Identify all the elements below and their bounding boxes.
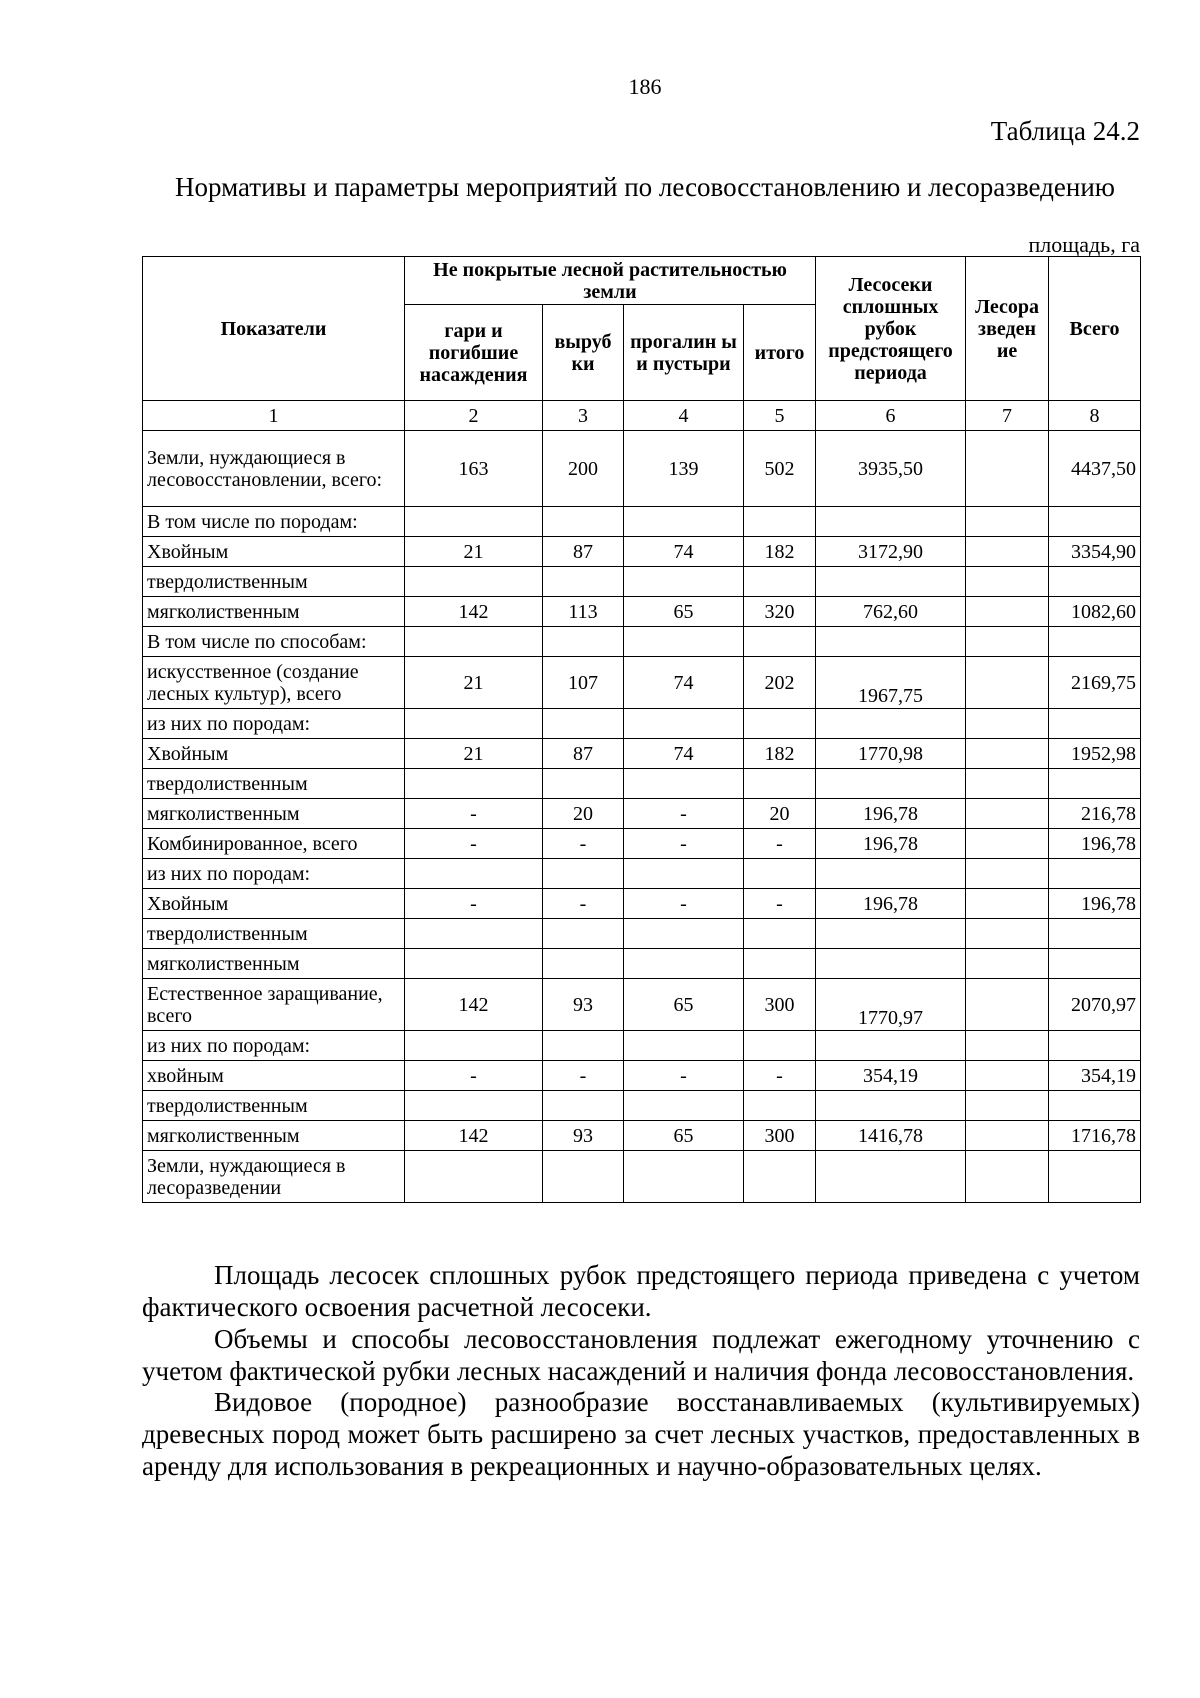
paragraph: Площадь лесосек сплошных рубок предстоящего периода приведена с учетом фактического освоения расчетной лесосеки. <box>142 1260 1140 1322</box>
cell-col-5: - <box>744 889 816 919</box>
cell-col-5: 182 <box>744 537 816 567</box>
cell-col-5 <box>744 949 816 979</box>
cell-col-4 <box>624 1091 744 1121</box>
cell-col-3 <box>543 709 624 739</box>
col-number: 2 <box>405 401 543 431</box>
row-label: Хвойным <box>143 537 405 567</box>
cell-col-3 <box>543 859 624 889</box>
header-glades: прогалин ы и пустыри <box>624 305 744 401</box>
cell-col-8 <box>1049 709 1141 739</box>
paragraph: Видовое (породное) разнообразие восстанавливаемых (культивируемых) древесных пород может быть расширено за счет лесных участков, предоставленных в аренду для использования в рекреационных и научно-образовательных целях. <box>142 1387 1140 1482</box>
cell-col-5 <box>744 859 816 889</box>
header-uncovered-lands: Не покрытые лесной растительностью земли <box>405 257 816 305</box>
cell-col-5 <box>744 709 816 739</box>
cell-col-4 <box>624 919 744 949</box>
cell-col-5 <box>744 919 816 949</box>
cell-col-2 <box>405 859 543 889</box>
row-label: мягколиственным <box>143 597 405 627</box>
cell-col-2 <box>405 709 543 739</box>
cell-col-8: 354,19 <box>1049 1061 1141 1091</box>
cell-col-3: 200 <box>543 431 624 507</box>
cell-col-5 <box>744 507 816 537</box>
cell-col-7 <box>966 829 1049 859</box>
row-label: мягколиственным <box>143 1121 405 1151</box>
cell-col-6: 3172,90 <box>816 537 966 567</box>
cell-col-7 <box>966 1031 1049 1061</box>
cell-col-5: 502 <box>744 431 816 507</box>
cell-col-6: 196,78 <box>816 799 966 829</box>
col-number: 6 <box>816 401 966 431</box>
header-indicators: Показатели <box>143 257 405 401</box>
cell-col-4 <box>624 769 744 799</box>
cell-col-6 <box>816 507 966 537</box>
header-subtotal: итого <box>744 305 816 401</box>
cell-col-2: 21 <box>405 657 543 709</box>
cell-col-7 <box>966 979 1049 1031</box>
cell-col-3: - <box>543 889 624 919</box>
cell-col-3 <box>543 769 624 799</box>
cell-col-5: 320 <box>744 597 816 627</box>
cell-col-8 <box>1049 567 1141 597</box>
cell-col-6: 3935,50 <box>816 431 966 507</box>
row-label: искусственное (создание лесных культур), всего <box>143 657 405 709</box>
cell-col-2: 142 <box>405 597 543 627</box>
cell-col-4 <box>624 1031 744 1061</box>
cell-col-8: 3354,90 <box>1049 537 1141 567</box>
row-label: твердолиственным <box>143 769 405 799</box>
cell-col-3: 20 <box>543 799 624 829</box>
cell-col-7 <box>966 597 1049 627</box>
cell-col-5: - <box>744 829 816 859</box>
cell-col-4: - <box>624 1061 744 1091</box>
table-row <box>143 1151 1141 1203</box>
cell-col-2: 21 <box>405 537 543 567</box>
table-row <box>143 949 1141 979</box>
cell-col-3: 93 <box>543 979 624 1031</box>
table-row <box>143 431 1141 507</box>
cell-col-2: - <box>405 829 543 859</box>
cell-col-7 <box>966 507 1049 537</box>
cell-col-7 <box>966 769 1049 799</box>
cell-col-3: 87 <box>543 537 624 567</box>
cell-col-7 <box>966 1151 1049 1203</box>
cell-col-8 <box>1049 1151 1141 1203</box>
row-label: из них по породам: <box>143 1031 405 1061</box>
col-number: 5 <box>744 401 816 431</box>
table-row <box>143 829 1141 859</box>
cell-col-8 <box>1049 1091 1141 1121</box>
table-row <box>143 739 1141 769</box>
cell-col-2 <box>405 949 543 979</box>
table-row <box>143 889 1141 919</box>
row-label: Земли, нуждающиеся в лесовосстановлении, всего: <box>143 431 405 507</box>
cell-col-7 <box>966 739 1049 769</box>
table-row <box>143 709 1141 739</box>
cell-col-2: 142 <box>405 979 543 1031</box>
cell-col-8 <box>1049 919 1141 949</box>
standards-table <box>142 256 1141 1203</box>
cell-col-5 <box>744 1091 816 1121</box>
table-row <box>143 627 1141 657</box>
paragraph: Объемы и способы лесовосстановления подлежат ежегодному уточнению с учетом фактической рубки лесных насаждений и наличия фонда лесовосстановления. <box>142 1323 1140 1386</box>
cell-col-4 <box>624 949 744 979</box>
body-text <box>142 1260 1140 1483</box>
cell-col-2: - <box>405 1061 543 1091</box>
table-body <box>143 431 1141 1203</box>
cell-col-2: 163 <box>405 431 543 507</box>
table-row <box>143 567 1141 597</box>
table-row <box>143 597 1141 627</box>
cell-col-7 <box>966 709 1049 739</box>
cell-col-2 <box>405 769 543 799</box>
table-row <box>143 1031 1141 1061</box>
cell-col-7 <box>966 537 1049 567</box>
cell-col-7 <box>966 1091 1049 1121</box>
row-label: Хвойным <box>143 889 405 919</box>
header-total: Всего <box>1049 257 1141 401</box>
col-number: 8 <box>1049 401 1141 431</box>
cell-col-2: 142 <box>405 1121 543 1151</box>
cell-col-3 <box>543 949 624 979</box>
cell-col-8: 216,78 <box>1049 799 1141 829</box>
document-title: Нормативы и параметры мероприятий по лесовосстановлению и лесоразведению <box>175 172 1115 202</box>
header-cuts: выруб ки <box>543 305 624 401</box>
cell-col-6: 196,78 <box>816 889 966 919</box>
page-number: 186 <box>628 74 662 99</box>
table-row <box>143 507 1141 537</box>
cell-col-4: - <box>624 799 744 829</box>
cell-col-4: - <box>624 889 744 919</box>
cell-col-7 <box>966 627 1049 657</box>
cell-col-8 <box>1049 859 1141 889</box>
cell-col-7 <box>966 889 1049 919</box>
cell-col-7 <box>966 919 1049 949</box>
cell-col-6: 1416,78 <box>816 1121 966 1151</box>
cell-col-5 <box>744 1151 816 1203</box>
cell-col-8 <box>1049 507 1141 537</box>
cell-col-6 <box>816 567 966 597</box>
row-label: мягколиственным <box>143 949 405 979</box>
table-row <box>143 859 1141 889</box>
cell-col-7 <box>966 567 1049 597</box>
cell-col-5: - <box>744 1061 816 1091</box>
cell-col-6 <box>816 919 966 949</box>
cell-col-3 <box>543 627 624 657</box>
cell-col-4: 65 <box>624 1121 744 1151</box>
row-label: хвойным <box>143 1061 405 1091</box>
row-label: мягколиственным <box>143 799 405 829</box>
cell-col-8 <box>1049 769 1141 799</box>
cell-col-2: - <box>405 889 543 919</box>
cell-col-8 <box>1049 949 1141 979</box>
cell-col-4 <box>624 1151 744 1203</box>
cell-col-6: 196,78 <box>816 829 966 859</box>
table-row <box>143 919 1141 949</box>
cell-col-7 <box>966 799 1049 829</box>
cell-col-5: 300 <box>744 1121 816 1151</box>
cell-col-4 <box>624 627 744 657</box>
cell-col-4: 65 <box>624 597 744 627</box>
cell-col-3 <box>543 919 624 949</box>
col-number: 4 <box>624 401 744 431</box>
cell-col-7 <box>966 1121 1049 1151</box>
cell-col-3 <box>543 1151 624 1203</box>
cell-col-7 <box>966 1061 1049 1091</box>
cell-col-4: 74 <box>624 657 744 709</box>
cell-col-3 <box>543 507 624 537</box>
cell-col-2 <box>405 507 543 537</box>
table-row <box>143 979 1141 1031</box>
cell-col-4: - <box>624 829 744 859</box>
cell-col-5: 300 <box>744 979 816 1031</box>
cell-col-8: 4437,50 <box>1049 431 1141 507</box>
table-row <box>143 657 1141 709</box>
cell-col-2 <box>405 567 543 597</box>
cell-col-5 <box>744 769 816 799</box>
cell-col-4 <box>624 567 744 597</box>
row-label: твердолиственным <box>143 567 405 597</box>
cell-col-6: 762,60 <box>816 597 966 627</box>
cell-col-4 <box>624 859 744 889</box>
cell-col-3: 93 <box>543 1121 624 1151</box>
row-label: В том числе по способам: <box>143 627 405 657</box>
cell-col-4: 74 <box>624 537 744 567</box>
table-row <box>143 799 1141 829</box>
row-label: твердолиственным <box>143 919 405 949</box>
table-row <box>143 769 1141 799</box>
cell-col-8: 2169,75 <box>1049 657 1141 709</box>
cell-col-8: 1716,78 <box>1049 1121 1141 1151</box>
cell-col-3: 113 <box>543 597 624 627</box>
cell-col-3 <box>543 1031 624 1061</box>
col-number: 1 <box>143 401 405 431</box>
col-number: 7 <box>966 401 1049 431</box>
cell-col-3 <box>543 1091 624 1121</box>
cell-col-6 <box>816 769 966 799</box>
cell-col-3: - <box>543 829 624 859</box>
table-row <box>143 1121 1141 1151</box>
table-row <box>143 1091 1141 1121</box>
cell-col-2: - <box>405 799 543 829</box>
cell-col-6: 1770,98 <box>816 739 966 769</box>
cell-col-8 <box>1049 1031 1141 1061</box>
cell-col-2 <box>405 627 543 657</box>
cell-col-4: 139 <box>624 431 744 507</box>
row-label: Комбинированное, всего <box>143 829 405 859</box>
cell-col-8 <box>1049 627 1141 657</box>
cell-col-6: 1967,75 <box>816 657 966 709</box>
cell-col-8: 1952,98 <box>1049 739 1141 769</box>
cell-col-5: 20 <box>744 799 816 829</box>
cell-col-6 <box>816 709 966 739</box>
header-clearcuts: Лесосеки сплошных рубок предстоящего периода <box>816 257 966 401</box>
row-label: из них по породам: <box>143 709 405 739</box>
cell-col-6 <box>816 1151 966 1203</box>
cell-col-8: 1082,60 <box>1049 597 1141 627</box>
row-label: твердолиственным <box>143 1091 405 1121</box>
cell-col-5 <box>744 627 816 657</box>
cell-col-5 <box>744 567 816 597</box>
cell-col-7 <box>966 657 1049 709</box>
row-label: Земли, нуждающиеся в лесоразведении <box>143 1151 405 1203</box>
unit-label: площадь, га <box>1028 232 1140 257</box>
cell-col-4: 74 <box>624 739 744 769</box>
table-row <box>143 1061 1141 1091</box>
cell-col-7 <box>966 949 1049 979</box>
cell-col-2 <box>405 919 543 949</box>
cell-col-3: 87 <box>543 739 624 769</box>
cell-col-5: 182 <box>744 739 816 769</box>
cell-col-4 <box>624 507 744 537</box>
header-afforestation: Лесора зведен ие <box>966 257 1049 401</box>
cell-col-3 <box>543 567 624 597</box>
row-label: Хвойным <box>143 739 405 769</box>
cell-col-3: - <box>543 1061 624 1091</box>
cell-col-8: 196,78 <box>1049 889 1141 919</box>
row-label: В том числе по породам: <box>143 507 405 537</box>
cell-col-6 <box>816 1031 966 1061</box>
cell-col-2 <box>405 1151 543 1203</box>
cell-col-6 <box>816 859 966 889</box>
row-label: Естественное заращивание, всего <box>143 979 405 1031</box>
col-number: 3 <box>543 401 624 431</box>
cell-col-4: 65 <box>624 979 744 1031</box>
cell-col-6 <box>816 949 966 979</box>
cell-col-5: 202 <box>744 657 816 709</box>
cell-col-7 <box>966 431 1049 507</box>
table-row <box>143 537 1141 567</box>
cell-col-6: 354,19 <box>816 1061 966 1091</box>
cell-col-5 <box>744 1031 816 1061</box>
cell-col-2 <box>405 1031 543 1061</box>
row-label: из них по породам: <box>143 859 405 889</box>
cell-col-3: 107 <box>543 657 624 709</box>
cell-col-6 <box>816 1091 966 1121</box>
cell-col-6 <box>816 627 966 657</box>
header-burnt: гари и погибшие насаждения <box>405 305 543 401</box>
table-caption: Таблица 24.2 <box>990 116 1140 146</box>
cell-col-4 <box>624 709 744 739</box>
cell-col-7 <box>966 859 1049 889</box>
cell-col-8: 2070,97 <box>1049 979 1141 1031</box>
cell-col-6: 1770,97 <box>816 979 966 1031</box>
cell-col-2: 21 <box>405 739 543 769</box>
cell-col-8: 196,78 <box>1049 829 1141 859</box>
cell-col-2 <box>405 1091 543 1121</box>
